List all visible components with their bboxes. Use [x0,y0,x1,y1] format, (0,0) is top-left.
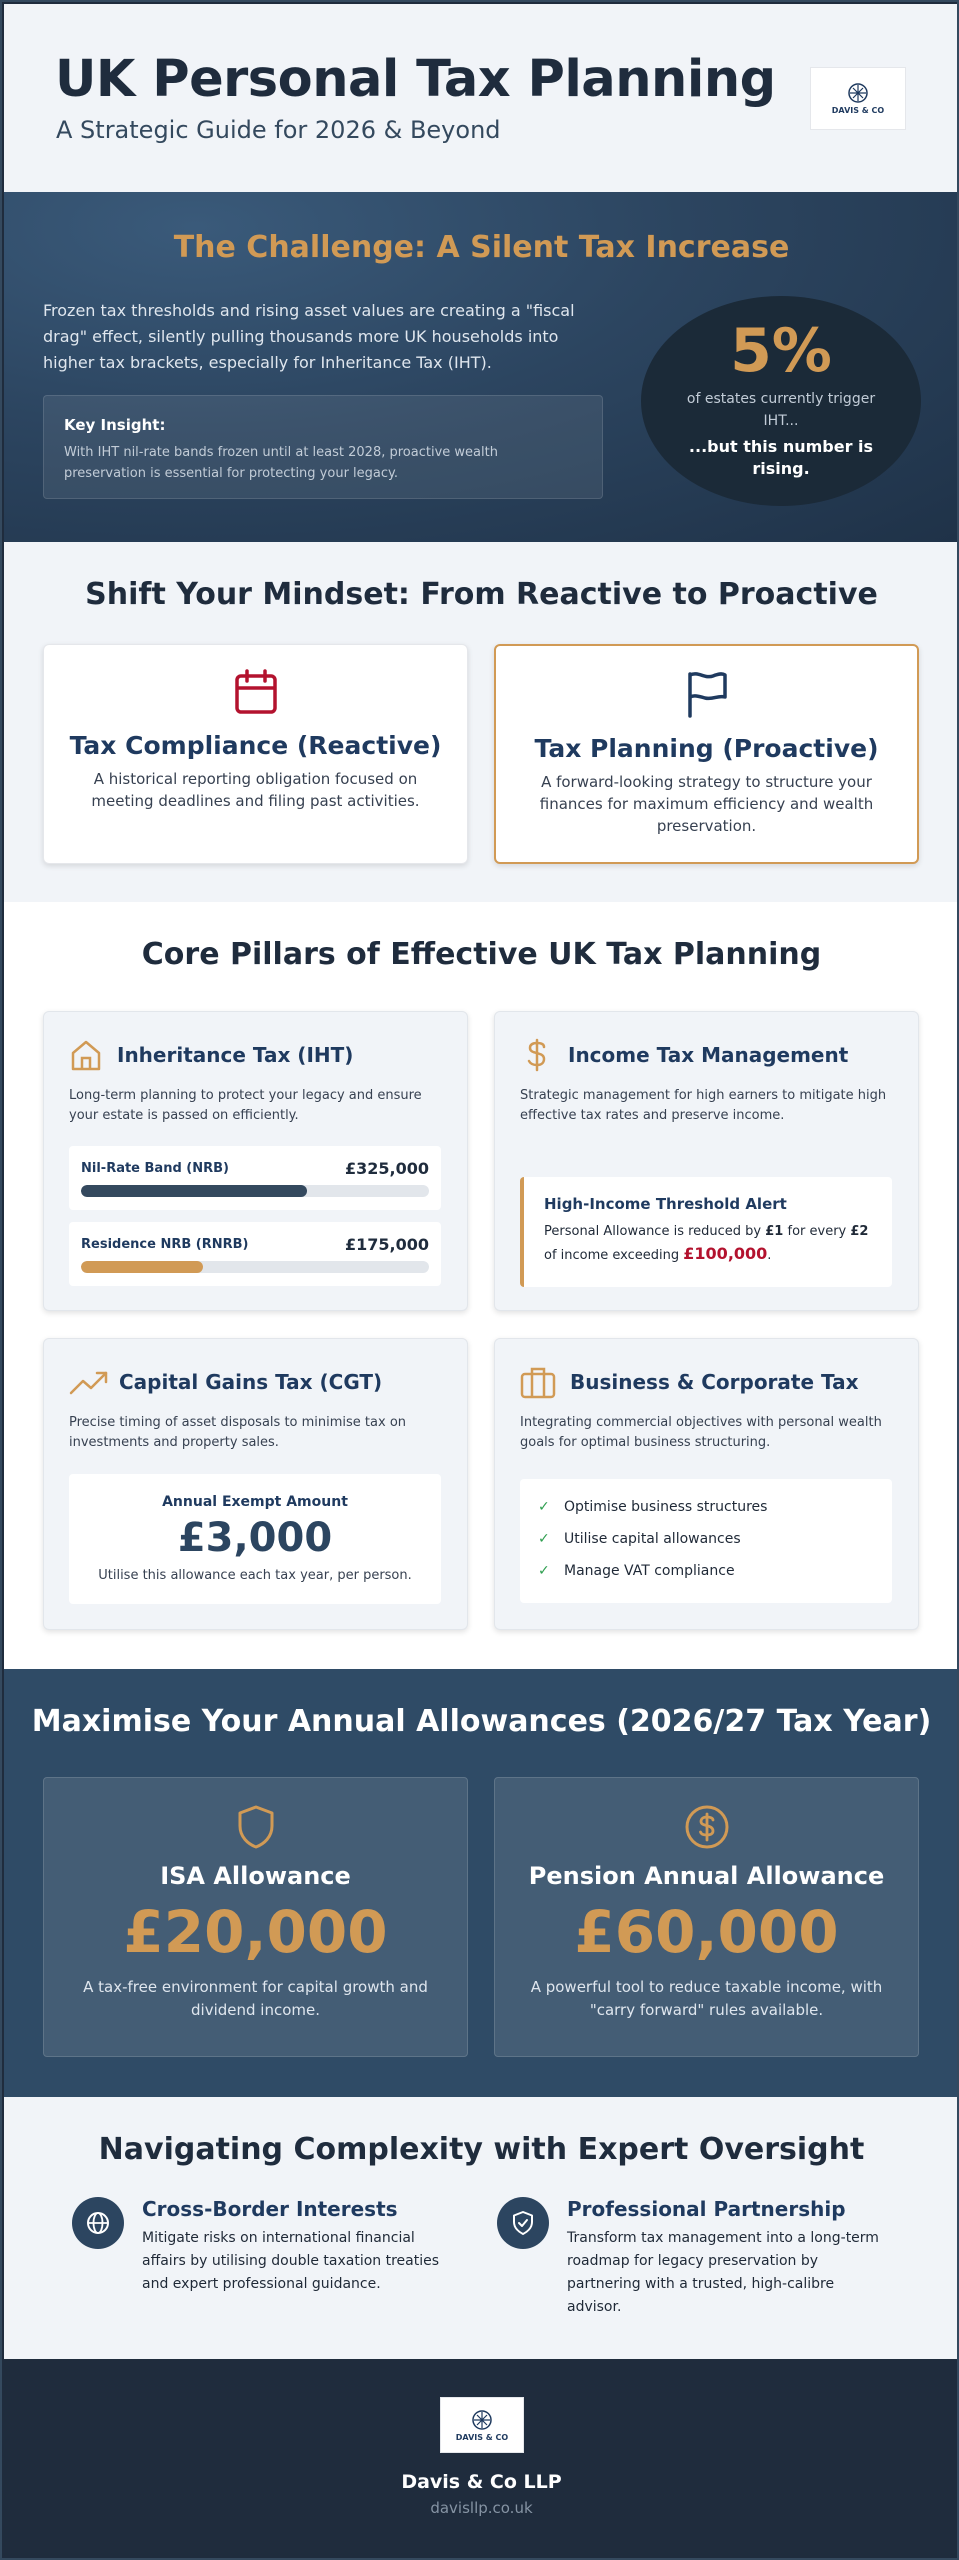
threshold-amount: £100,000 [683,1244,768,1263]
home-icon [69,1038,103,1072]
income-tax-card [494,1011,919,1311]
mindset-heading: Shift Your Mindset: From Reactive to Proactive [85,577,878,612]
pillars-heading: Core Pillars of Effective UK Tax Planning [141,937,822,972]
tax-planning-card [494,644,919,864]
key-insight-box [43,395,603,499]
firm-url[interactable]: davisllp.co.uk [430,2499,533,2517]
challenge-section [4,192,959,542]
page-title: UK Personal Tax Planning [55,50,776,109]
rnrb-track [81,1261,429,1273]
tax-planning-desc: A forward-looking strategy to structure your finances for maximum efficiency and wealth preservation. [539,773,874,835]
challenge-heading: The Challenge: A Silent Tax Increase [173,230,790,265]
cgt-desc: Precise timing of asset disposals to minimise tax on investments and property sales. [69,1415,407,1450]
alert-body: Personal Allowance is reduced by £1 for every £2 of income exceeding £100,000. [544,1224,869,1263]
isa-allowance-card [43,1777,468,2057]
pillars-section [4,902,959,1669]
nrb-band [69,1146,441,1210]
isa-desc: A tax-free environment for capital growth and dividend income. [83,1978,428,2019]
iht-card [43,1011,468,1311]
nrb-label: Nil-Rate Band (NRB) [81,1161,229,1176]
allowances-section [4,1669,959,2097]
rnrb-bar [81,1261,203,1273]
allowances-heading: Maximise Your Annual Allowances (2026/27 Tax Year) [31,1704,932,1739]
exempt-amount-box [69,1474,441,1604]
pension-allowance-card [494,1777,919,2057]
challenge-body: Frozen tax thresholds and rising asset values are creating a "fiscal drag" effect, silently pulling thousands more UK households into higher tax brackets, especially for Inheritance Tax (IHT). [43,301,575,372]
page-footer [4,2359,959,2560]
check-item: ✓ Manage VAT compliance [538,1563,735,1579]
business-tax-desc: Integrating commercial objectives with personal wealth goals for optimal business structuring. [520,1415,882,1450]
tax-compliance-desc: A historical reporting obligation focused on meeting deadlines and filing past activities. [91,770,420,810]
rnrb-band [69,1222,441,1286]
logo-icon [844,82,872,104]
trending-up-icon [69,1365,109,1399]
briefcase-icon [520,1365,556,1399]
rnrb-label: Residence NRB (RNRB) [81,1237,249,1252]
shield-icon [236,1804,276,1850]
income-tax-desc: Strategic management for high earners to mitigate high effective tax rates and preserve income. [520,1088,887,1123]
check-icon: ✓ [538,1563,550,1579]
page-subtitle: A Strategic Guide for 2026 & Beyond [56,116,501,144]
calendar-icon [234,669,278,715]
nrb-value: £325,000 [344,1159,429,1178]
alert-title: High-Income Threshold Alert [544,1195,787,1213]
iht-stat-caption: of estates currently trigger IHT... [686,391,876,429]
pension-title: Pension Annual Allowance [528,1862,885,1890]
iht-stat-note: ...but this number is rising. [688,437,874,478]
tax-compliance-title: Tax Compliance (Reactive) [69,731,442,760]
cgt-card [43,1338,468,1630]
logo-text: DAVIS & CO [831,106,885,115]
iht-stat-circle [641,296,921,506]
header-logo [810,67,906,130]
isa-title: ISA Allowance [160,1862,351,1890]
key-insight-label: Key Insight: [64,416,166,434]
nrb-track [81,1185,429,1197]
iht-stat-value: 5% [730,316,832,386]
firm-name: Davis & Co LLP [401,2471,562,2493]
cgt-title: Capital Gains Tax (CGT) [119,1370,383,1394]
logo-icon [468,2409,496,2431]
iht-desc: Long-term planning to protect your legacy and ensure your estate is passed on efficiently. [69,1088,422,1123]
logo-text: DAVIS & CO [455,2432,509,2442]
business-checklist [520,1479,892,1603]
exempt-label: Annual Exempt Amount [162,1494,348,1510]
nrb-bar [81,1185,307,1197]
pension-value: £60,000 [574,1898,839,1966]
exempt-value: £3,000 [177,1515,333,1561]
globe-icon [72,2197,124,2249]
tax-compliance-card [43,644,468,864]
business-tax-title: Business & Corporate Tax [570,1370,859,1394]
complexity-section [4,2097,959,2359]
isa-value: £20,000 [123,1898,388,1966]
check-icon: ✓ [538,1499,550,1515]
mindset-section [4,542,959,902]
income-tax-title: Income Tax Management [568,1043,849,1067]
business-tax-card [494,1338,919,1630]
rnrb-value: £175,000 [344,1235,429,1254]
check-item: ✓ Utilise capital allowances [538,1531,741,1547]
partnership-title: Professional Partnership [567,2197,846,2221]
key-insight-text: With IHT nil-rate bands frozen until at least 2028, proactive wealth preservation is essential for protecting your legacy. [64,445,498,481]
threshold-alert [520,1177,892,1287]
cross-border-desc: Mitigate risks on international financial affairs by utilising double taxation treaties and expert professional guidance. [142,2230,440,2292]
exempt-note: Utilise this allowance each tax year, per person. [98,1568,412,1583]
check-icon: ✓ [538,1531,550,1547]
flag-icon [685,670,729,718]
cross-border-title: Cross-Border Interests [142,2197,398,2221]
page-header [4,4,959,192]
pension-desc: A powerful tool to reduce taxable income, with "carry forward" rules available. [530,1978,883,2019]
dollar-icon [520,1038,554,1072]
dollar-circle-icon [684,1804,730,1850]
check-item: ✓ Optimise business structures [538,1499,768,1515]
complexity-heading: Navigating Complexity with Expert Oversight [98,2132,865,2167]
footer-logo [440,2397,524,2453]
tax-planning-title: Tax Planning (Proactive) [534,734,879,763]
shield-check-icon [497,2197,549,2249]
iht-title: Inheritance Tax (IHT) [117,1043,354,1067]
partnership-desc: Transform tax management into a long-term roadmap for legacy preservation by partnering with a trusted, high-calibre advisor. [567,2230,879,2315]
